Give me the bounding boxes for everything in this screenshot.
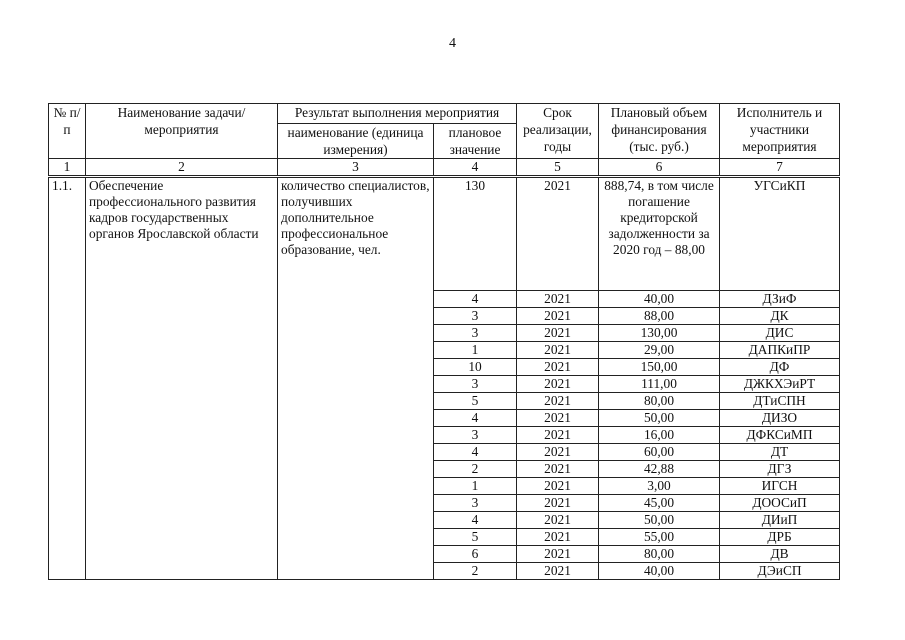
term-value: 2021 [517, 546, 599, 563]
column-number: 7 [720, 159, 840, 177]
executor-value: ДЭиСП [720, 563, 840, 580]
funding-value: 88,00 [599, 308, 720, 325]
plan-value: 1 [434, 342, 517, 359]
plan-value: 10 [434, 359, 517, 376]
header-result-plan: плановое значение [434, 124, 517, 159]
measures-table [48, 103, 840, 580]
plan-value: 1 [434, 478, 517, 495]
header-num: № п/п [49, 104, 86, 159]
funding-value: 50,00 [599, 512, 720, 529]
plan-value: 130 [434, 177, 517, 291]
term-value: 2021 [517, 376, 599, 393]
funding-value: 29,00 [599, 342, 720, 359]
term-value: 2021 [517, 495, 599, 512]
executor-value: ДТиСПН [720, 393, 840, 410]
column-number: 1 [49, 159, 86, 177]
plan-value: 5 [434, 529, 517, 546]
executor-value: ДИС [720, 325, 840, 342]
funding-value: 50,00 [599, 410, 720, 427]
funding-value: 55,00 [599, 529, 720, 546]
plan-value: 4 [434, 512, 517, 529]
header-term: Срок реализации, годы [517, 104, 599, 159]
executor-value: ДК [720, 308, 840, 325]
term-value: 2021 [517, 359, 599, 376]
term-value: 2021 [517, 342, 599, 359]
header-result-name: наименование (единица измерения) [278, 124, 434, 159]
funding-value: 40,00 [599, 563, 720, 580]
funding-value: 150,00 [599, 359, 720, 376]
plan-value: 3 [434, 308, 517, 325]
funding-value: 80,00 [599, 546, 720, 563]
term-value: 2021 [517, 512, 599, 529]
plan-value: 3 [434, 325, 517, 342]
term-value: 2021 [517, 461, 599, 478]
executor-value: ДРБ [720, 529, 840, 546]
column-number: 5 [517, 159, 599, 177]
executor-value: ДВ [720, 546, 840, 563]
funding-value: 16,00 [599, 427, 720, 444]
funding-value: 3,00 [599, 478, 720, 495]
executor-value: ДООСиП [720, 495, 840, 512]
term-value: 2021 [517, 308, 599, 325]
executor-value: УГСиКП [720, 177, 840, 291]
funding-value: 40,00 [599, 291, 720, 308]
plan-value: 3 [434, 495, 517, 512]
funding-value: 80,00 [599, 393, 720, 410]
column-numbers-row [49, 159, 840, 177]
plan-value: 4 [434, 291, 517, 308]
item-task: Обеспечение профессионального развития кадров государственных органов Ярославской области [86, 177, 278, 580]
plan-value: 5 [434, 393, 517, 410]
executor-value: ДИЗО [720, 410, 840, 427]
column-number: 6 [599, 159, 720, 177]
executor-value: ДИиП [720, 512, 840, 529]
table-row [49, 177, 840, 291]
term-value: 2021 [517, 325, 599, 342]
funding-value: 888,74, в том числе погашение кредиторской задолженности за 2020 год – 88,00 [599, 177, 720, 291]
term-value: 2021 [517, 291, 599, 308]
plan-value: 3 [434, 376, 517, 393]
funding-value: 60,00 [599, 444, 720, 461]
plan-value: 4 [434, 410, 517, 427]
page-number: 4 [449, 36, 456, 51]
executor-value: ДФКСиМП [720, 427, 840, 444]
funding-value: 45,00 [599, 495, 720, 512]
plan-value: 6 [434, 546, 517, 563]
executor-value: ДЗиФ [720, 291, 840, 308]
executor-value: ДАПКиПР [720, 342, 840, 359]
column-number: 3 [278, 159, 434, 177]
funding-value: 130,00 [599, 325, 720, 342]
funding-value: 42,88 [599, 461, 720, 478]
term-value: 2021 [517, 478, 599, 495]
column-number: 4 [434, 159, 517, 177]
item-number: 1.1. [49, 177, 86, 580]
header-funding: Плановый объем финансирования (тыс. руб.) [599, 104, 720, 159]
executor-value: ДФ [720, 359, 840, 376]
plan-value: 2 [434, 563, 517, 580]
term-value: 2021 [517, 177, 599, 291]
executor-value: ДЖКХЭиРТ [720, 376, 840, 393]
term-value: 2021 [517, 393, 599, 410]
header-result: Результат выполнения мероприятия [278, 104, 517, 124]
term-value: 2021 [517, 529, 599, 546]
column-number: 2 [86, 159, 278, 177]
plan-value: 3 [434, 427, 517, 444]
plan-value: 2 [434, 461, 517, 478]
header-task: Наименование задачи/мероприятия [86, 104, 278, 159]
executor-value: ДГЗ [720, 461, 840, 478]
term-value: 2021 [517, 444, 599, 461]
funding-value: 111,00 [599, 376, 720, 393]
item-result-name: количество специалистов, получивших дополнительное профессиональное образование, чел. [278, 177, 434, 580]
term-value: 2021 [517, 410, 599, 427]
executor-value: ИГСН [720, 478, 840, 495]
plan-value: 4 [434, 444, 517, 461]
header-executor: Исполнитель и участники мероприятия [720, 104, 840, 159]
term-value: 2021 [517, 427, 599, 444]
executor-value: ДТ [720, 444, 840, 461]
term-value: 2021 [517, 563, 599, 580]
